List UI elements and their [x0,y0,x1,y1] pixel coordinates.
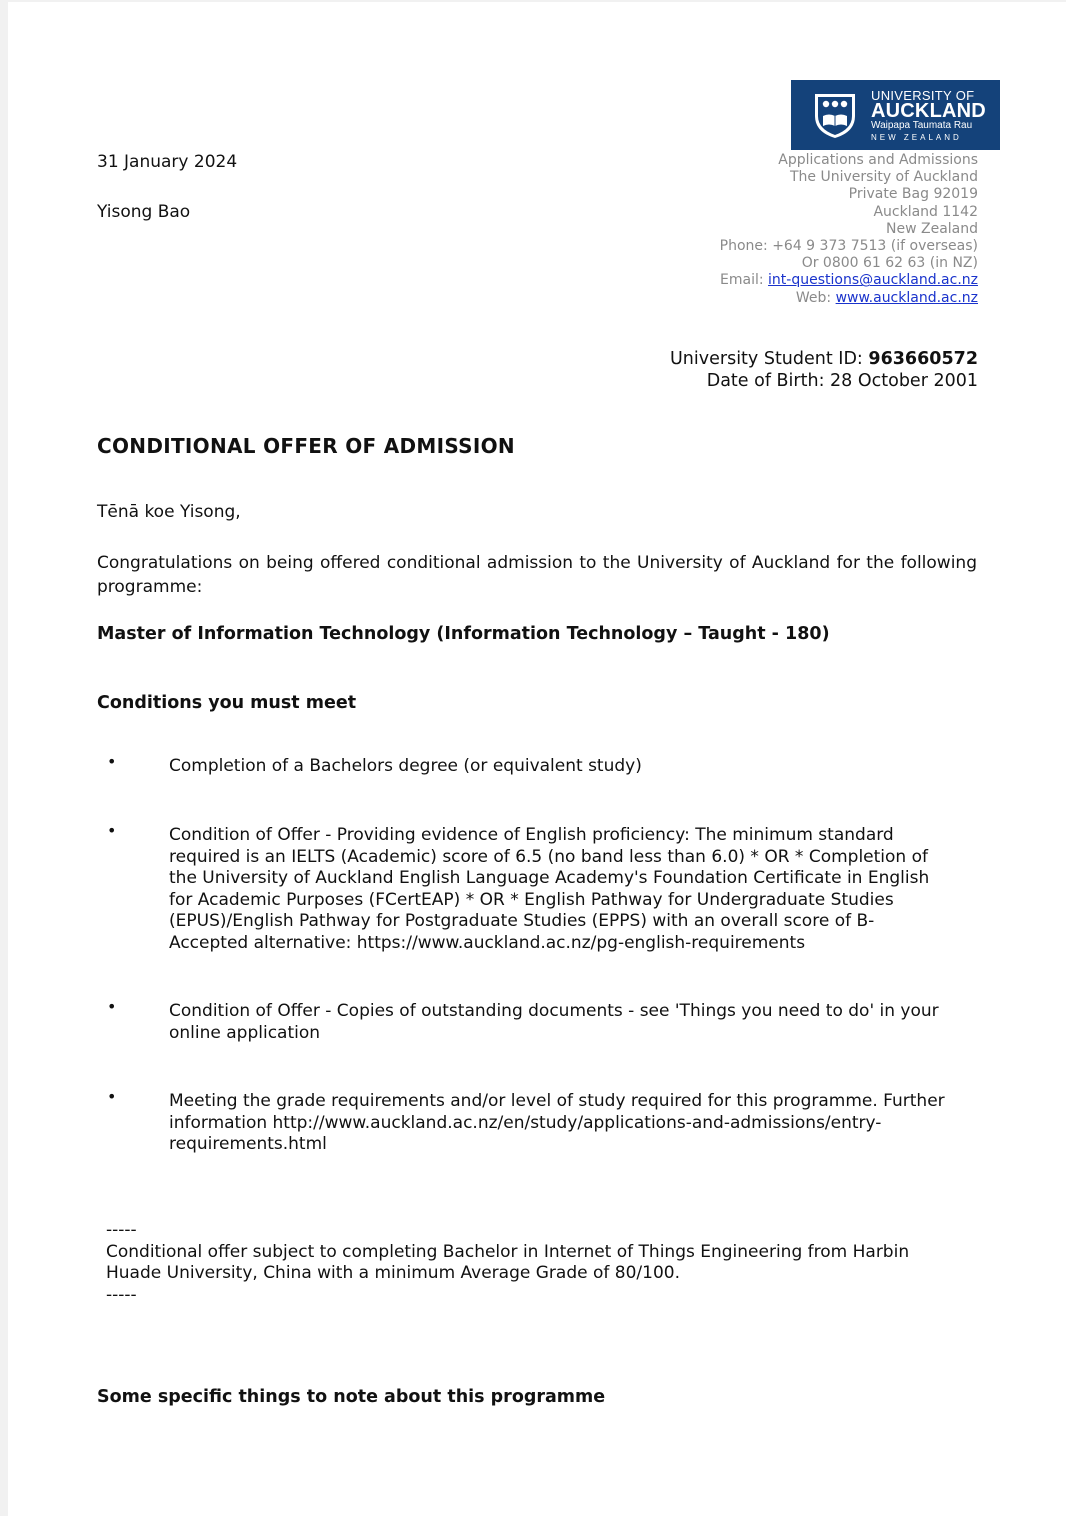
programme-name: Master of Information Technology (Information Technology – Taught - 180) [97,624,830,644]
conditions-heading: Conditions you must meet [97,693,357,713]
condition-line: online application [169,1022,321,1043]
offer-note [106,1220,976,1306]
web-label: Web: [795,289,832,306]
note-line: Conditional offer subject to completing Bachelor in Internet of Things Engineering from Harbin [106,1241,910,1262]
logo-line-maori-name: Waipapa Taumata Rau [871,120,973,131]
student-id-value: 963660572 [868,349,978,369]
bullet-icon: • [107,752,117,771]
condition-line: information http://www.auckland.ac.nz/en/study/applications-and-admissions/entry- [169,1112,882,1133]
condition-item [169,825,989,954]
condition-line: Condition of Offer - Copies of outstanding documents - see 'Things you need to do' in your [169,1001,939,1021]
web-line [720,290,978,307]
condition-line: Accepted alternative: https://www.auckland.ac.nz/pg-english-requirements [169,932,806,953]
bullet-icon: • [107,1087,117,1106]
date-of-birth: Date of Birth: 28 October 2001 [706,371,978,391]
address-line: The University of Auckland [790,169,978,186]
condition-item [169,756,989,778]
bullet-icon: • [107,997,117,1016]
condition-item [169,1091,989,1156]
bullet-icon: • [107,821,117,840]
logo-line-university-of: UNIVERSITY OF [871,88,975,103]
recipient-name: Yisong Bao [97,202,191,222]
note-separator: ----- [106,1220,137,1240]
condition-item [169,1001,989,1044]
condition-line: required is an IELTS (Academic) score of 6.5 (no band less than 6.0) * OR * Completion of [169,846,928,867]
phone-nz-line: Or 0800 61 62 63 (in NZ) [801,255,978,272]
email-line [720,272,978,289]
phone-line: Phone: +64 9 373 7513 (if overseas) [719,238,978,255]
university-logo [791,80,1000,150]
student-id-label: University Student ID: [670,349,863,369]
address-line: Private Bag 92019 [848,186,978,203]
greeting: Tēnā koe Yisong, [97,502,241,522]
student-details [670,348,978,392]
condition-line: for Academic Purposes (FCertEAP) * OR * English Pathway for Undergraduate Studies [169,889,894,910]
sender-address [720,152,978,307]
letter-date: 31 January 2024 [97,152,238,172]
condition-line: the University of Auckland English Language Academy's Foundation Certificate in English [169,868,930,888]
note-separator: ----- [106,1284,137,1305]
student-id-line [670,348,978,370]
email-label: Email: [720,272,764,289]
condition-line: requirements.html [169,1134,327,1154]
letter-page [8,2,1066,1516]
letter-title: CONDITIONAL OFFER OF ADMISSION [97,434,515,458]
address-line: New Zealand [886,220,978,237]
address-line: Auckland 1142 [873,203,978,220]
email-link[interactable]: int-questions@auckland.ac.nz [768,272,978,289]
address-line: Applications and Admissions [778,152,978,168]
logo-line-new-zealand: NEW ZEALAND [871,133,962,142]
condition-line: Meeting the grade requirements and/or level of study required for this programme. Further [169,1091,945,1111]
logo-line-auckland: AUCKLAND [871,100,986,122]
note-line: Huade University, China with a minimum Average Grade of 80/100. [106,1263,680,1283]
condition-line: Condition of Offer - Providing evidence of English proficiency: The minimum standard [169,825,894,845]
congratulations-paragraph: Congratulations on being offered conditional admission to the University of Auckland for the following programme: [97,553,977,597]
condition-line: (EPUS)/English Pathway for Postgraduate Studies (EPPS) with an overall score of B- [169,911,875,931]
condition-line: Completion of a Bachelors degree (or equivalent study) [169,756,642,776]
crest-icon [811,90,859,140]
web-link[interactable]: www.auckland.ac.nz [835,289,978,306]
programme-notes-heading: Some specific things to note about this programme [97,1387,606,1407]
